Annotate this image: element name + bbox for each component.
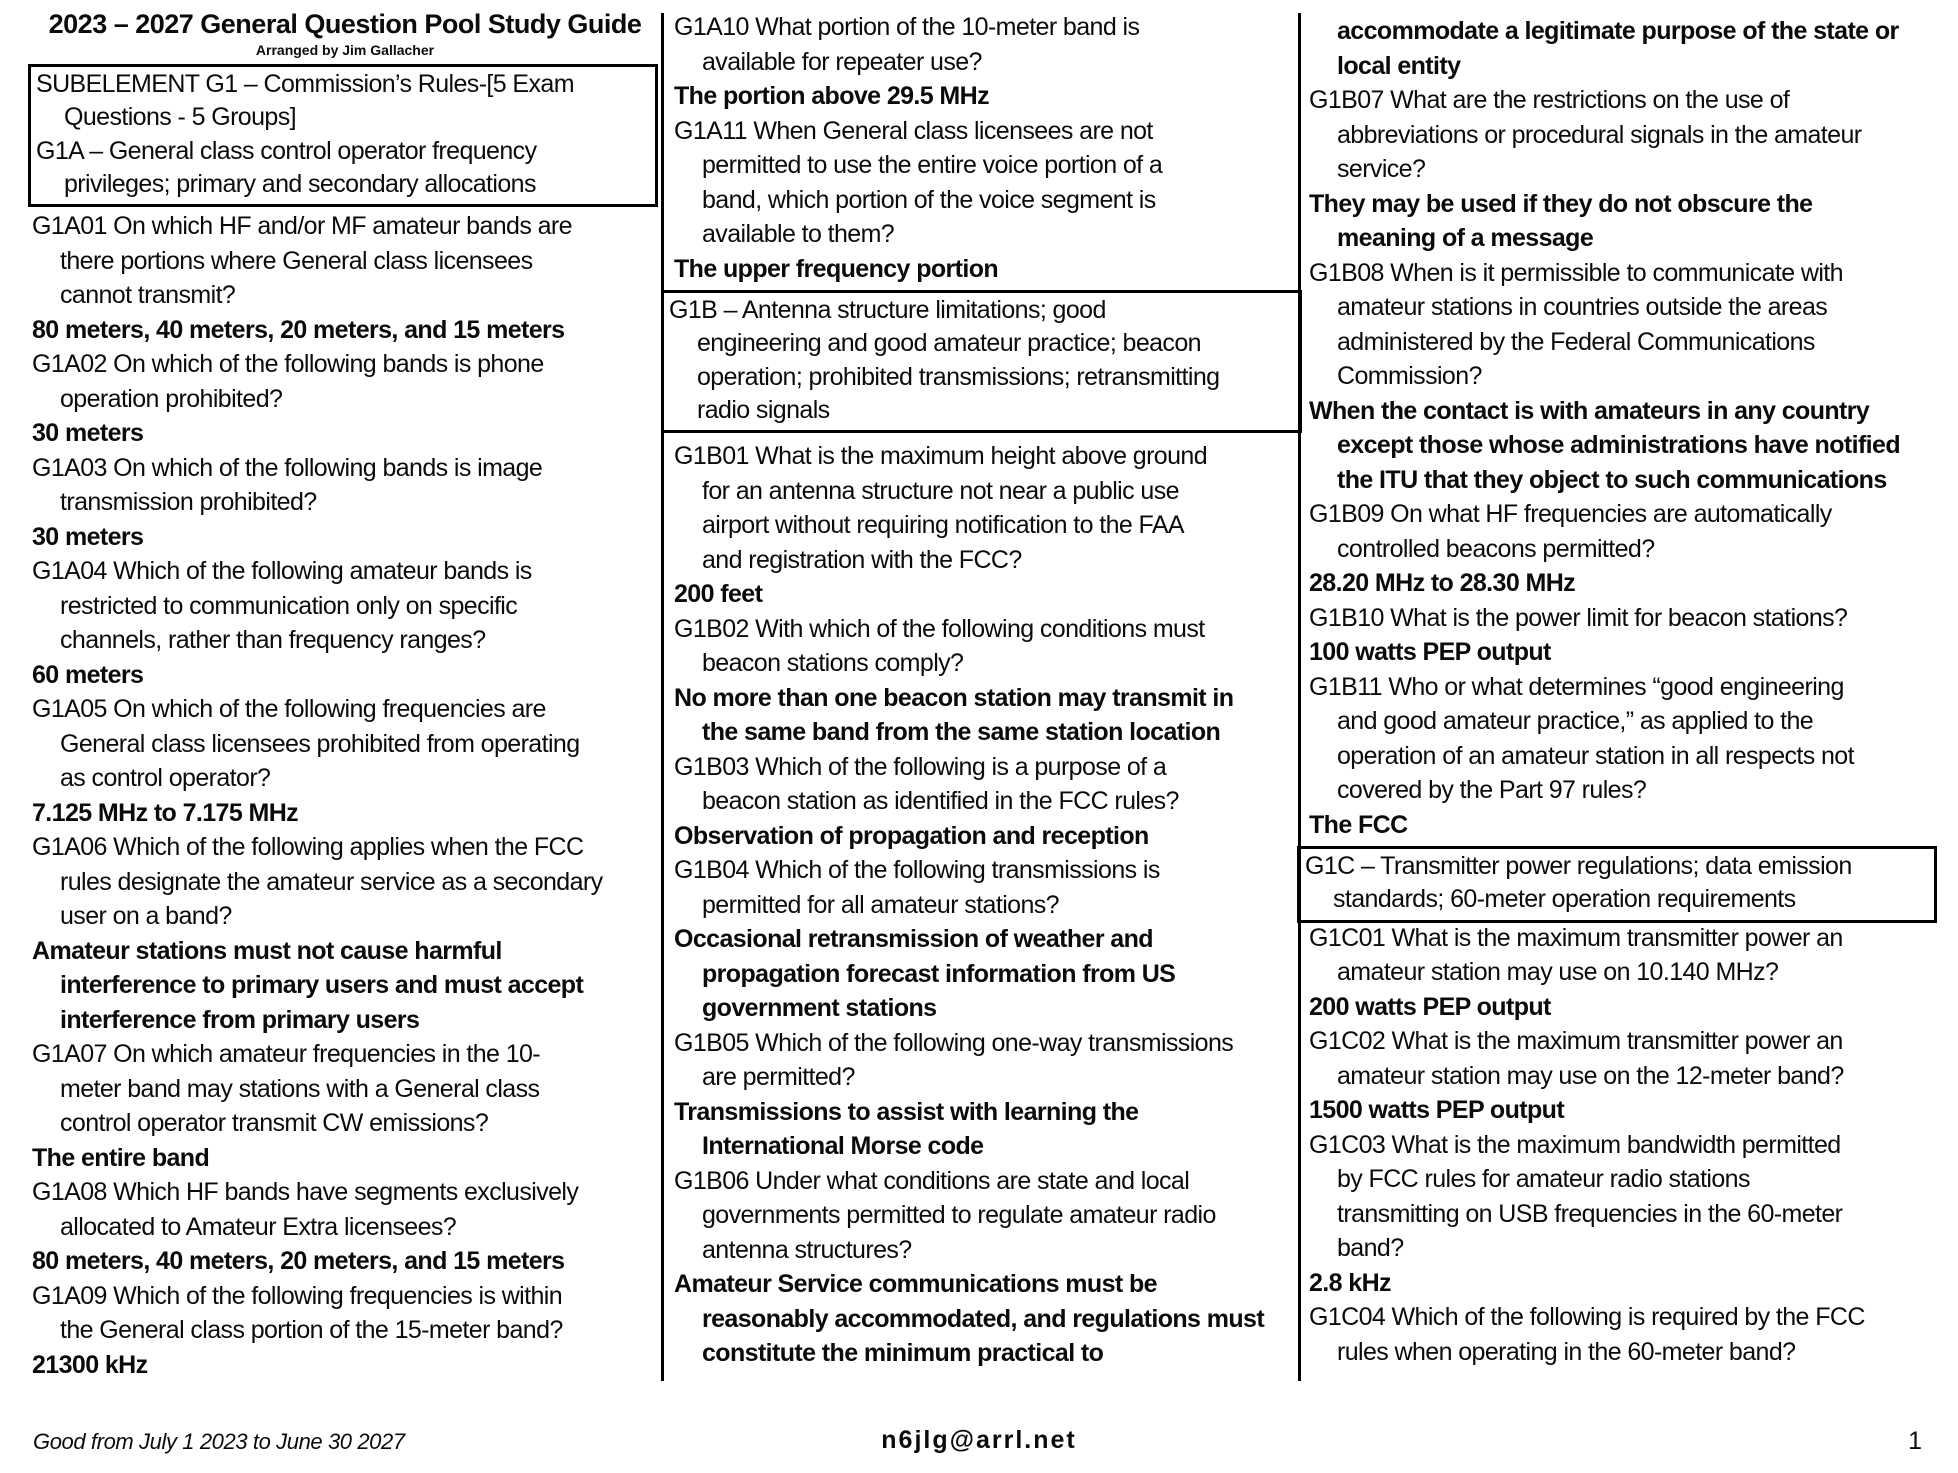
text-line: G1B03 Which of the following is a purpose of a — [674, 752, 1167, 781]
answer-g1c02 — [1309, 1093, 1942, 1128]
question-g1b03 — [674, 750, 1296, 819]
text-line: there portions where General class licensees — [60, 246, 533, 275]
text-line: 200 watts PEP output — [1309, 992, 1551, 1021]
text-line: amateur stations in countries outside the areas — [1337, 293, 1828, 321]
text-line: governments permitted to regulate amateur radio — [702, 1201, 1216, 1230]
text-line: user on a band? — [60, 902, 232, 931]
answer-g1a07 — [32, 1141, 658, 1176]
text-line: 1500 watts PEP output — [1309, 1096, 1565, 1125]
page-number: 1 — [1908, 1427, 1922, 1455]
column-3 — [1305, 0, 1942, 1369]
text-line: G1C04 Which of the following is required by the FCC — [1309, 1303, 1865, 1332]
text-line: G1B07 What are the restrictions on the use of — [1309, 86, 1790, 114]
text-line: G1A09 Which of the following frequencies is within — [32, 1281, 563, 1310]
text-line: and registration with the FCC? — [702, 545, 1022, 574]
text-line: reasonably accommodated, and regulations must — [702, 1304, 1265, 1333]
answer-g1b06 — [674, 1267, 1296, 1371]
question-g1a02 — [32, 347, 658, 416]
text-line: G1A08 Which HF bands have segments exclusively — [32, 1178, 579, 1207]
text-line: G1B02 With which of the following conditions must — [674, 614, 1205, 643]
text-line: permitted to use the entire voice portion of a — [702, 151, 1163, 179]
text-line: Occasional retransmission of weather and — [674, 925, 1153, 954]
text-line: Arranged by Jim Gallacher — [255, 42, 435, 58]
text-line: for an antenna structure not near a public use — [702, 476, 1179, 505]
column-divider-1 — [661, 13, 664, 1381]
text-line: channels, rather than frequency ranges? — [60, 626, 486, 655]
doc-title — [32, 8, 658, 40]
text-line: restricted to communication only on specific — [60, 591, 518, 620]
answer-g1b04 — [674, 922, 1296, 1026]
text-line: radio signals — [697, 395, 830, 424]
column-1 — [32, 0, 658, 1382]
answer-g1a10 — [674, 79, 1296, 114]
answer-g1b02 — [674, 681, 1296, 750]
text-line: G1B01 What is the maximum height above ground — [674, 442, 1208, 471]
column-divider-2 — [1298, 13, 1301, 1381]
text-line: operation prohibited? — [60, 384, 283, 413]
text-line: G1B09 On what HF frequencies are automatically — [1309, 500, 1832, 528]
text-line: 80 meters, 40 meters, 20 meters, and 15 meters — [32, 1247, 565, 1276]
answer-g1a01 — [32, 313, 658, 348]
question-g1a05 — [32, 692, 658, 796]
text-line: Amateur Service communications must be — [674, 1270, 1157, 1299]
text-line: The portion above 29.5 MHz — [674, 82, 990, 110]
question-g1c02 — [1309, 1024, 1942, 1093]
question-g1b07 — [1309, 83, 1942, 187]
answer-g1a08 — [32, 1244, 658, 1279]
text-line: G1B11 Who or what determines “good engineering — [1309, 672, 1844, 701]
text-line: G1C03 What is the maximum bandwidth permitted — [1309, 1130, 1841, 1159]
text-line: Transmissions to assist with learning the — [674, 1097, 1139, 1126]
question-g1c01 — [1309, 921, 1942, 990]
text-line: antenna structures? — [702, 1235, 912, 1264]
text-line: transmitting on USB frequencies in the 60-meter — [1337, 1199, 1843, 1228]
answer-g1c03 — [1309, 1266, 1942, 1301]
answer-g1a11 — [674, 252, 1296, 287]
text-line: G1B05 Which of the following one-way transmissions — [674, 1028, 1234, 1057]
text-line: G1A01 On which HF and/or MF amateur bands are — [32, 212, 572, 241]
text-line: G1B08 When is it permissible to communicate with — [1309, 258, 1843, 287]
text-line: amateur station may use on the 12-meter band? — [1337, 1061, 1844, 1090]
text-line: G1A10 What portion of the 10-meter band is — [674, 13, 1140, 41]
answer-g1a04 — [32, 658, 658, 693]
text-line: Observation of propagation and reception — [674, 821, 1149, 850]
group-g1c-box — [1297, 846, 1937, 923]
question-g1a03 — [32, 451, 658, 520]
text-line: constitute the minimum practical to — [702, 1339, 1104, 1368]
answer-g1a02 — [32, 416, 658, 451]
text-line: 2023 – 2027 General Question Pool Study Guide — [48, 9, 642, 39]
text-line: permitted for all amateur stations? — [702, 890, 1059, 919]
text-line: G1A02 On which of the following bands is phone — [32, 350, 544, 379]
text-line: G1B10 What is the power limit for beacon stations? — [1309, 603, 1848, 632]
text-line: G1A11 When General class licensees are not — [674, 116, 1153, 145]
text-line: G1A06 Which of the following applies when the FCC — [32, 833, 584, 862]
group-g1b-box — [661, 290, 1302, 433]
text-line: allocated to Amateur Extra licensees? — [60, 1212, 457, 1241]
text-line: the General class portion of the 15-meter band? — [60, 1316, 563, 1345]
text-line: 7.125 MHz to 7.175 MHz — [32, 798, 299, 827]
answer-g1b06-continued — [1309, 14, 1942, 83]
text-line: beacon stations comply? — [702, 649, 964, 678]
doc-subtitle — [32, 40, 658, 60]
text-line: G1B06 Under what conditions are state and local — [674, 1166, 1190, 1195]
question-g1c04 — [1309, 1300, 1942, 1369]
answer-g1b10 — [1309, 635, 1942, 670]
text-line: 30 meters — [32, 419, 144, 448]
answer-g1b03 — [674, 819, 1296, 854]
text-line: G1A05 On which of the following frequencies are — [32, 695, 546, 724]
text-line: The FCC — [1309, 810, 1408, 839]
text-line: interference from primary users — [60, 1005, 420, 1034]
answer-g1b07 — [1309, 187, 1942, 256]
footer-contact-email: n6jlg@arrl.net — [881, 1426, 1077, 1454]
text-line: 80 meters, 40 meters, 20 meters, and 15 meters — [32, 315, 565, 344]
answer-g1a06 — [32, 934, 658, 1038]
footer-validity-note: Good from July 1 2023 to June 30 2027 — [33, 1429, 405, 1454]
text-line: administered by the Federal Communications — [1337, 327, 1815, 356]
question-g1b11 — [1309, 670, 1942, 808]
text-line: General class licensees prohibited from operating — [60, 729, 580, 758]
question-g1a10 — [674, 10, 1296, 79]
answer-g1c01 — [1309, 990, 1942, 1025]
question-g1b09 — [1309, 497, 1942, 566]
question-g1b04 — [674, 853, 1296, 922]
text-line: standards; 60-meter operation requirements — [1333, 885, 1796, 914]
text-line: G1C02 What is the maximum transmitter power an — [1309, 1027, 1843, 1056]
question-g1a01 — [32, 209, 658, 313]
text-line: beacon station as identified in the FCC rules? — [702, 787, 1179, 816]
text-line: interference to primary users and must accept — [60, 971, 584, 1000]
text-line: The upper frequency portion — [674, 254, 999, 283]
text-line: privileges; primary and secondary allocations — [64, 169, 536, 198]
text-line: operation of an amateur station in all respects not — [1337, 741, 1854, 770]
text-line: The entire band — [32, 1143, 210, 1172]
text-line: the ITU that they object to such communications — [1337, 465, 1887, 494]
question-g1a09 — [32, 1279, 658, 1348]
text-line: 28.20 MHz to 28.30 MHz — [1309, 569, 1576, 597]
text-line: service? — [1337, 155, 1426, 183]
question-g1b01 — [674, 439, 1296, 577]
text-line: 21300 kHz — [32, 1350, 148, 1379]
question-g1a04 — [32, 554, 658, 658]
text-line: They may be used if they do not obscure the — [1309, 189, 1813, 218]
text-line: G1C01 What is the maximum transmitter power an — [1309, 923, 1843, 952]
text-line: except those whose administrations have notified — [1337, 431, 1900, 459]
answer-g1a09 — [32, 1348, 658, 1383]
question-g1b05 — [674, 1026, 1296, 1095]
text-line: cannot transmit? — [60, 281, 236, 310]
text-line: 60 meters — [32, 660, 144, 689]
text-line: as control operator? — [60, 764, 271, 793]
text-line: control operator transmit CW emissions? — [60, 1109, 489, 1138]
text-line: abbreviations or procedural signals in the amateur — [1337, 120, 1862, 149]
text-line: meter band may stations with a General class — [60, 1074, 540, 1103]
question-g1a11 — [674, 114, 1296, 252]
text-line: local entity — [1337, 51, 1461, 80]
answer-g1b01 — [674, 577, 1296, 612]
text-line: Questions - 5 Groups] — [64, 103, 296, 132]
text-line: G1B04 Which of the following transmissions is — [674, 856, 1160, 885]
text-line: available to them? — [702, 220, 895, 248]
answer-g1b11 — [1309, 808, 1942, 843]
text-line: G1B – Antenna structure limitations; good — [669, 296, 1106, 324]
question-g1c03 — [1309, 1128, 1942, 1266]
answer-g1a05 — [32, 796, 658, 831]
text-line: When the contact is with amateurs in any country — [1309, 396, 1870, 425]
text-line: accommodate a legitimate purpose of the state or — [1337, 17, 1899, 45]
text-line: G1C – Transmitter power regulations; data emission — [1305, 852, 1852, 880]
column-2 — [669, 0, 1296, 1371]
text-line: 100 watts PEP output — [1309, 638, 1551, 666]
question-g1a08 — [32, 1175, 658, 1244]
text-line: band? — [1337, 1234, 1404, 1263]
text-line: are permitted? — [702, 1063, 855, 1092]
text-line: amateur station may use on 10.140 MHz? — [1337, 958, 1779, 987]
text-line: rules when operating in the 60-meter band? — [1337, 1337, 1796, 1366]
text-line: G1A04 Which of the following amateur bands is — [32, 557, 532, 586]
text-line: SUBELEMENT G1 – Commission’s Rules-[5 Exam — [36, 70, 574, 98]
text-line: engineering and good amateur practice; beacon — [697, 329, 1201, 358]
text-line: government stations — [702, 994, 937, 1023]
text-line: G1A – General class control operator frequency — [36, 136, 537, 165]
text-line: operation; prohibited transmissions; retransmitting — [697, 362, 1220, 391]
text-line: 2.8 kHz — [1309, 1268, 1391, 1297]
answer-g1b08 — [1309, 394, 1942, 498]
text-line: available for repeater use? — [702, 47, 982, 76]
text-line: transmission prohibited? — [60, 488, 317, 517]
question-g1b06 — [674, 1164, 1296, 1268]
text-line: Amateur stations must not cause harmful — [32, 936, 502, 965]
answer-g1b09 — [1309, 566, 1942, 601]
text-line: Commission? — [1337, 362, 1482, 390]
text-line: by FCC rules for amateur radio stations — [1337, 1165, 1750, 1194]
text-line: airport without requiring notification to the FAA — [702, 511, 1184, 540]
question-g1b10 — [1309, 601, 1942, 636]
text-line: meaning of a message — [1337, 224, 1594, 252]
text-line: band, which portion of the voice segment is — [702, 185, 1156, 214]
subelement-g1-box — [28, 64, 658, 207]
text-line: the same band from the same station location — [702, 718, 1221, 747]
text-line: rules designate the amateur service as a secondary — [60, 867, 603, 896]
text-line: G1A07 On which amateur frequencies in the 10- — [32, 1040, 541, 1069]
text-line: controlled beacons permitted? — [1337, 534, 1655, 563]
question-g1a06 — [32, 830, 658, 934]
question-g1b02 — [674, 612, 1296, 681]
text-line: 30 meters — [32, 522, 144, 551]
answer-g1b05 — [674, 1095, 1296, 1164]
text-line: propagation forecast information from US — [702, 959, 1176, 988]
text-line: 200 feet — [674, 580, 763, 609]
question-g1a07 — [32, 1037, 658, 1141]
text-line: and good amateur practice,” as applied to the — [1337, 707, 1814, 735]
answer-g1a03 — [32, 520, 658, 555]
text-line: No more than one beacon station may transmit in — [674, 683, 1234, 712]
text-line: G1A03 On which of the following bands is image — [32, 453, 543, 482]
question-g1b08 — [1309, 256, 1942, 394]
text-line: International Morse code — [702, 1132, 984, 1161]
text-line: covered by the Part 97 rules? — [1337, 776, 1647, 804]
